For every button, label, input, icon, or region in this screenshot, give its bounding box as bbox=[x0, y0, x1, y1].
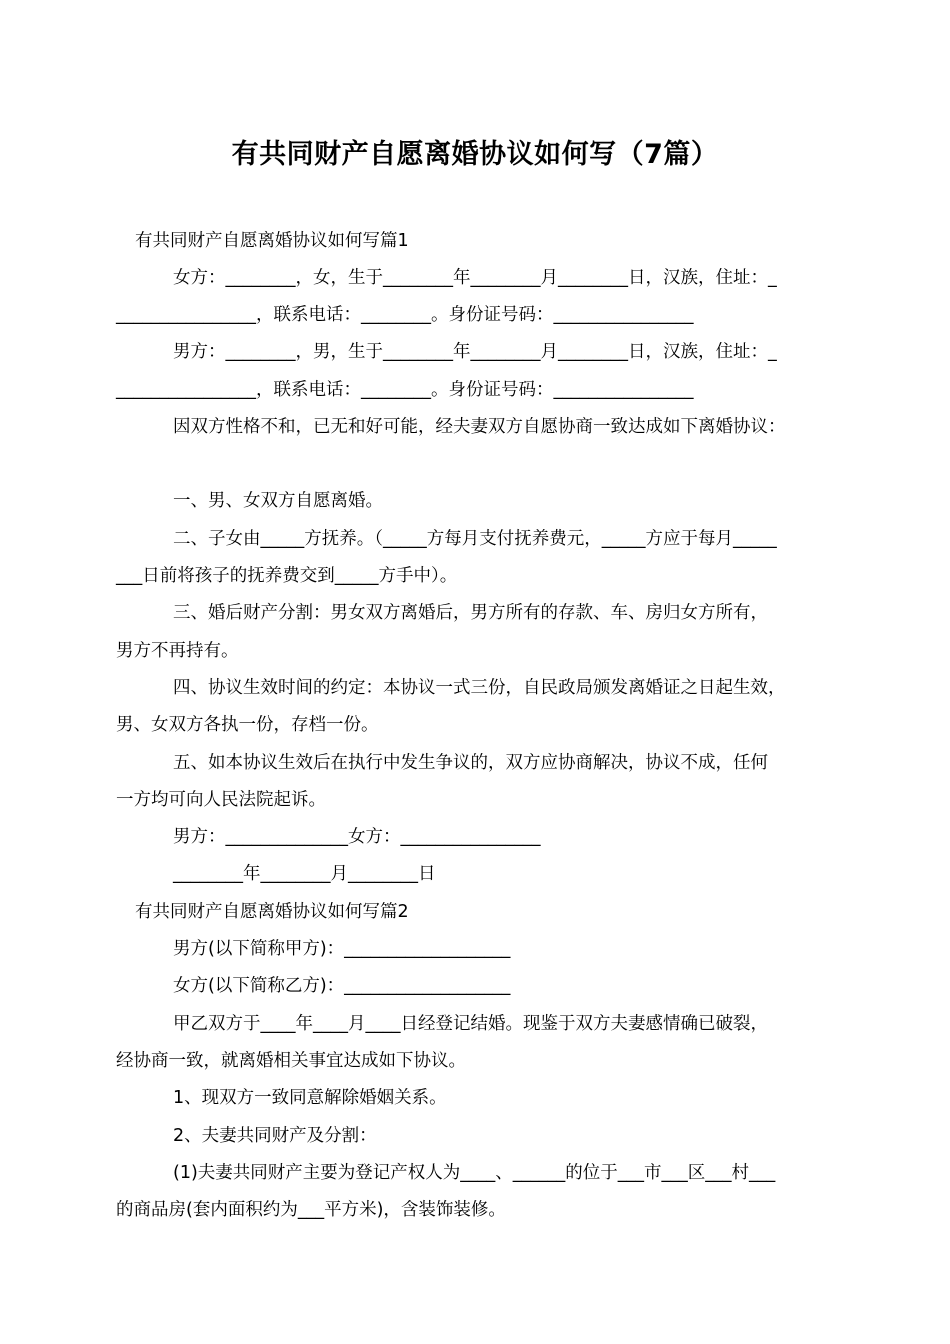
paragraph-line: 1、现双方一致同意解除婚姻关系。 bbox=[173, 1088, 447, 1108]
section-heading-2: 有共同财产自愿离婚协议如何写篇2 bbox=[135, 902, 409, 922]
paragraph-line: 男方不再持有。 bbox=[116, 641, 239, 661]
paragraph-line: 二、子女由_____方抚养。（_____方每月支付抚养费元，_____方应于每月_____ bbox=[173, 529, 777, 549]
paragraph-line: 男方(以下简称甲方)：___________________ bbox=[173, 939, 511, 959]
paragraph-line: ________________，联系电话：________。身份证号码：________________ bbox=[116, 380, 694, 400]
paragraph-line: 一方均可向人民法院起诉。 bbox=[116, 790, 326, 810]
date-line: ________年________月________日 bbox=[173, 864, 436, 884]
paragraph-line: 2、夫妻共同财产及分割： bbox=[173, 1126, 377, 1146]
paragraph-line: 因双方性格不和，已无和好可能，经夫妻双方自愿协商一致达成如下离婚协议： bbox=[173, 417, 786, 437]
paragraph-line: ___日前将孩子的抚养费交到_____方手中）。 bbox=[116, 566, 458, 586]
paragraph-line: 女方：________，女，生于________年________月________日，汉族，住址：_ bbox=[173, 268, 777, 288]
paragraph-line: 四、协议生效时间的约定：本协议一式三份，自民政局颁发离婚证之日起生效， bbox=[173, 678, 786, 698]
paragraph-line: 的商品房(套内面积约为___平方米)，含装饰装修。 bbox=[116, 1200, 506, 1220]
paragraph-line: 女方(以下简称乙方)：___________________ bbox=[173, 976, 511, 996]
signature-line: 男方：______________女方：________________ bbox=[173, 827, 541, 847]
paragraph-line: (1)夫妻共同财产主要为登记产权人为____、______的位于___市___区___村___ bbox=[173, 1163, 776, 1183]
paragraph-line: 男、女双方各执一份，存档一份。 bbox=[116, 715, 379, 735]
paragraph-line: 经协商一致，就离婚相关事宜达成如下协议。 bbox=[116, 1051, 466, 1071]
paragraph-line: 五、如本协议生效后在执行中发生争议的，双方应协商解决，协议不成，任何 bbox=[173, 753, 768, 773]
paragraph-line: 一、男、女双方自愿离婚。 bbox=[173, 491, 383, 511]
section-heading-1: 有共同财产自愿离婚协议如何写篇1 bbox=[135, 231, 409, 251]
document-title: 有共同财产自愿离婚协议如何写（7篇） bbox=[231, 139, 719, 170]
paragraph-line: 甲乙双方于____年____月____日经登记结婚。现鉴于双方夫妻感情确已破裂， bbox=[173, 1014, 768, 1034]
paragraph-line: ________________，联系电话：________。身份证号码：________________ bbox=[116, 305, 694, 325]
paragraph-line: 三、婚后财产分割：男女双方离婚后，男方所有的存款、车、房归女方所有， bbox=[173, 603, 768, 623]
paragraph-line: 男方：________，男，生于________年________月________日，汉族，住址：_ bbox=[173, 342, 777, 362]
